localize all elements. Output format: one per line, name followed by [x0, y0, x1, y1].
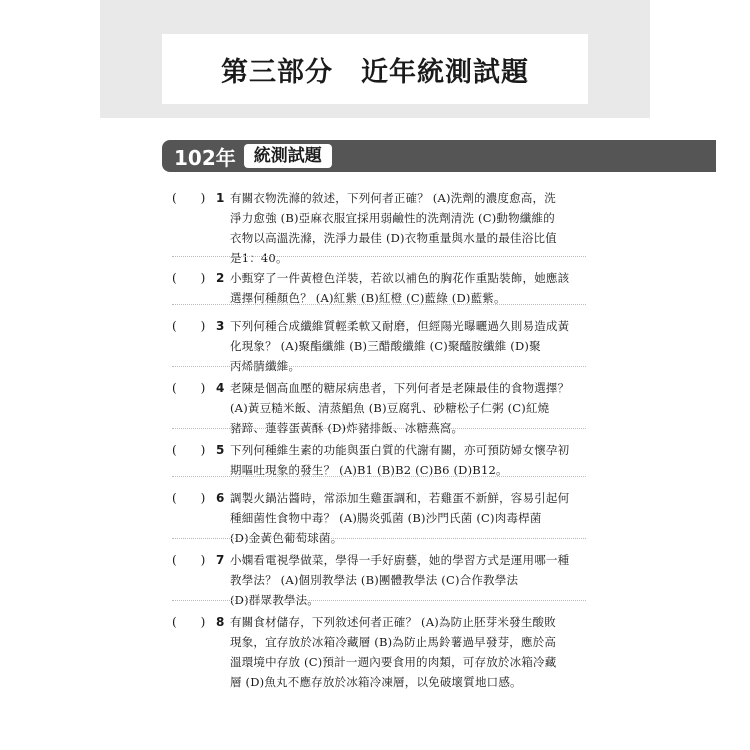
question-number: 2 — [216, 271, 225, 285]
question-divider — [172, 428, 586, 429]
answer-blank: ( ) — [172, 191, 206, 205]
question-line: 衣物以高溫洗滌，洗淨力最佳 (D)衣物重量與水量的最佳浴比值 — [230, 231, 557, 245]
question-number: 6 — [216, 491, 225, 505]
question-line: 下列何種合成纖維質輕柔軟又耐磨，但經陽光曝曬過久則易造成黃 — [230, 319, 570, 333]
answer-blank: ( ) — [172, 615, 206, 629]
question-text — [230, 268, 580, 308]
question-item — [172, 488, 592, 548]
question-line: 下列何種維生素的功能與蛋白質的代謝有關，亦可預防婦女懷孕初 — [230, 443, 570, 457]
answer-blank: ( ) — [172, 491, 206, 505]
question-line: 化現象？ (A)聚酯纖維 (B)三醋酸纖維 (C)聚醯胺纖維 (D)聚 — [230, 339, 541, 353]
question-line: 有關衣物洗滌的敘述，下列何者正確？ (A)洗劑的濃度愈高，洗 — [230, 191, 556, 205]
question-text — [230, 488, 580, 548]
answer-blank: ( ) — [172, 271, 206, 285]
question-item — [172, 316, 592, 376]
question-divider — [172, 256, 586, 257]
question-line: (D)金黃色葡萄球菌。 — [230, 531, 343, 545]
question-text — [230, 440, 580, 480]
question-line: 期嘔吐現象的發生？ (A)B1 (B)B2 (C)B6 (D)B12。 — [230, 463, 508, 477]
answer-blank: ( ) — [172, 319, 206, 333]
question-line: 調製火鍋沾醬時，常添加生雞蛋調和，若雞蛋不新鮮，容易引起何 — [230, 491, 570, 505]
question-line: 教學法？ (A)個別教學法 (B)團體教學法 (C)合作教學法 — [230, 573, 519, 587]
question-divider — [172, 538, 586, 539]
question-text — [230, 550, 580, 610]
question-line: 層 (D)魚丸不應存放於冰箱冷凍層，以免破壞質地口感。 — [230, 675, 522, 689]
question-item — [172, 612, 592, 692]
question-number: 8 — [216, 615, 225, 629]
section-label: 統測試題 — [244, 144, 332, 168]
question-line: (A)黃豆糙米飯、清蒸鯧魚 (B)豆腐乳、砂糖松子仁粥 (C)紅燒 — [230, 401, 550, 415]
title-box — [162, 34, 588, 104]
question-line: 溫環境中存放 (C)預計一週內要食用的肉類，可存放於冰箱冷藏 — [230, 655, 557, 669]
page-title: 第三部分 近年統測試題 — [221, 56, 529, 88]
question-divider — [172, 476, 586, 477]
question-divider — [172, 304, 586, 305]
question-divider — [172, 366, 586, 367]
question-line: 老陳是個高血壓的糖尿病患者，下列何者是老陳最佳的食物選擇？ — [230, 381, 570, 395]
question-line: 淨力愈強 (B)亞麻衣服宜採用弱鹼性的洗劑清洗 (C)動物纖維的 — [230, 211, 555, 225]
section-header-bar — [162, 140, 716, 172]
question-text — [230, 612, 580, 692]
question-line: 丙烯腈纖維。 — [230, 359, 301, 373]
question-line: 豬蹄、蓮蓉蛋黃酥 (D)炸豬排飯、冰糖燕窩。 — [230, 421, 464, 435]
question-number: 3 — [216, 319, 225, 333]
question-number: 1 — [216, 191, 225, 205]
question-line: 小嫻看電視學做菜，學得一手好廚藝，她的學習方式是運用哪一種 — [230, 553, 570, 567]
question-line: 有關食材儲存，下列敘述何者正確？ (A)為防止胚芽米發生酸敗 — [230, 615, 556, 629]
question-item — [172, 268, 592, 308]
answer-blank: ( ) — [172, 443, 206, 457]
question-item — [172, 440, 592, 480]
question-item — [172, 550, 592, 610]
question-line: 種細菌性食物中毒？ (A)腸炎弧菌 (B)沙門氏菌 (C)肉毒桿菌 — [230, 511, 542, 525]
question-line: (D)群眾教學法。 — [230, 593, 319, 607]
question-item — [172, 378, 592, 438]
question-number: 5 — [216, 443, 225, 457]
question-text — [230, 316, 580, 376]
answer-blank: ( ) — [172, 553, 206, 567]
question-divider — [172, 600, 586, 601]
question-number: 4 — [216, 381, 225, 395]
question-text — [230, 378, 580, 438]
question-line: 是1：40。 — [230, 251, 288, 265]
section-year: 102年 — [174, 145, 236, 170]
question-line: 現象，宜存放於冰箱冷藏層 (B)為防止馬鈴薯過早發芽，應於高 — [230, 635, 557, 649]
header-band — [100, 0, 650, 118]
answer-blank: ( ) — [172, 381, 206, 395]
question-line: 小甄穿了一件黃橙色洋裝，若欲以補色的胸花作重點裝飾，她應該 — [230, 271, 570, 285]
question-line: 選擇何種顏色？ (A)紅紫 (B)紅橙 (C)藍綠 (D)藍紫。 — [230, 291, 506, 305]
question-number: 7 — [216, 553, 225, 567]
